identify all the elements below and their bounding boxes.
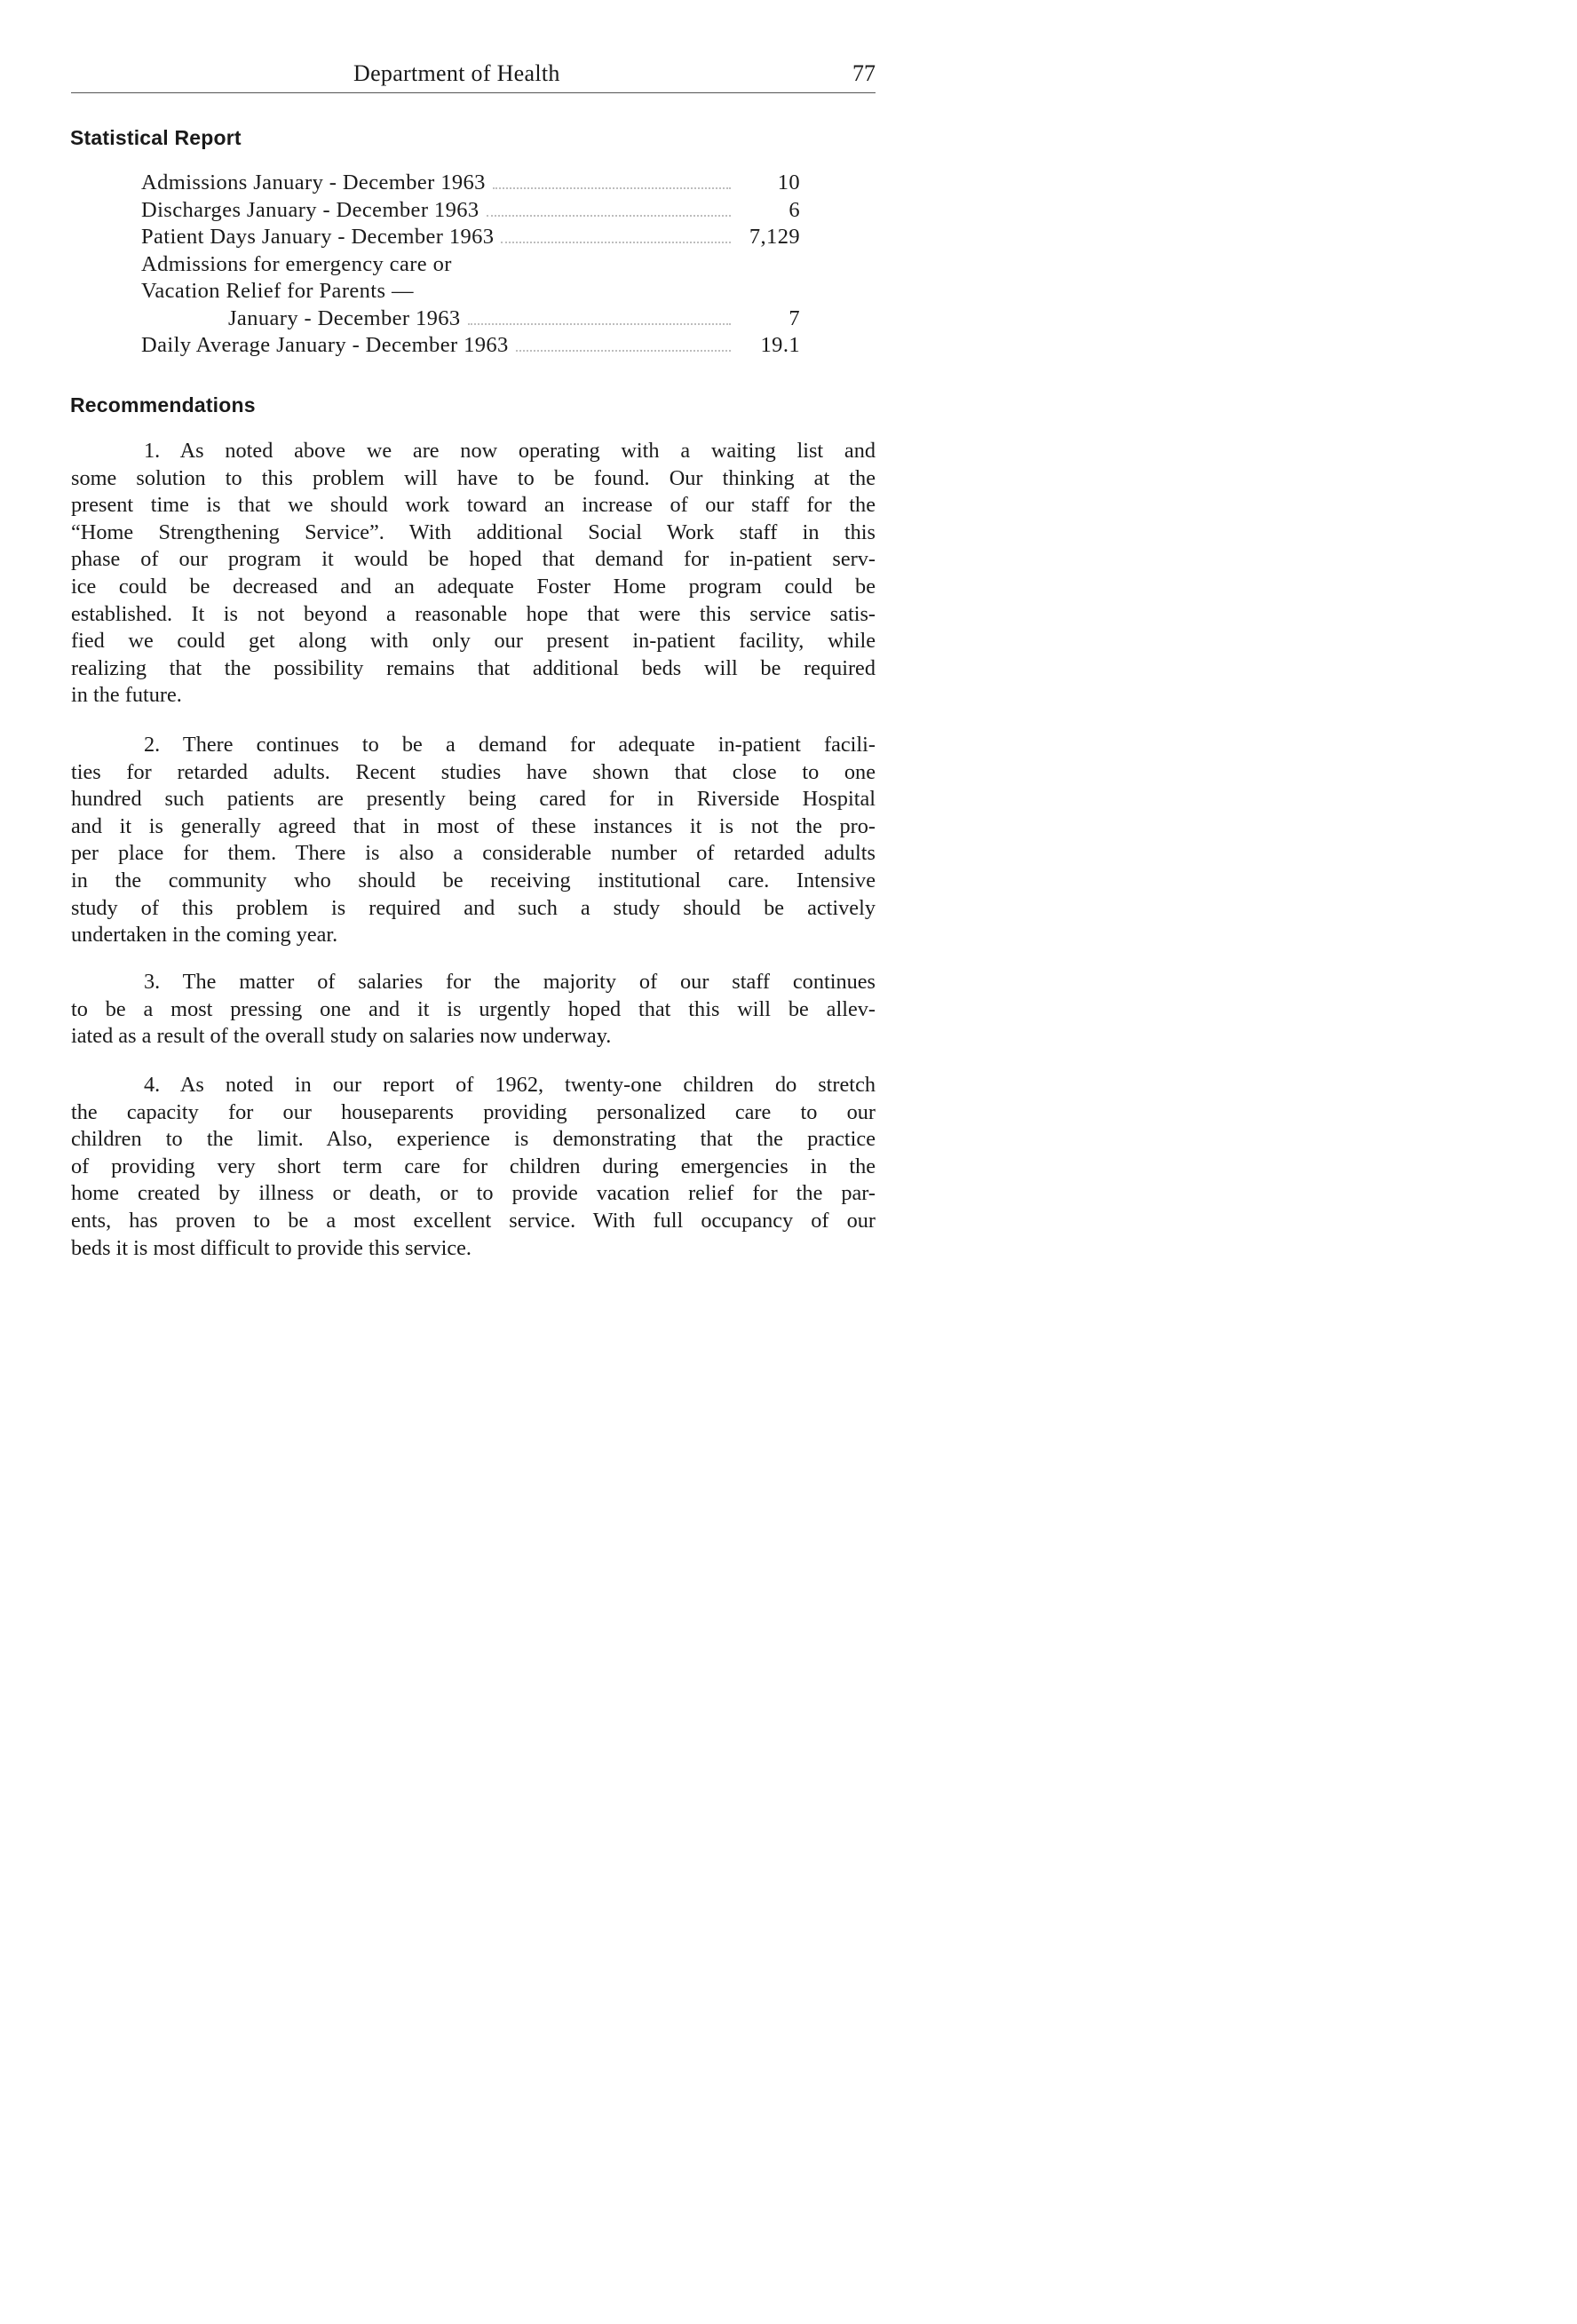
paragraph-line: realizing that the possibility remains that additional beds will be required	[71, 655, 876, 680]
paragraph-line: ice could be decreased and an adequate Foster Home program could be	[71, 574, 876, 599]
stat-label: January - December 1963	[228, 305, 461, 330]
stat-value: 6	[788, 197, 800, 222]
stat-label: Patient Days January - December 1963	[141, 225, 495, 249]
paragraph-line: “Home Strengthening Service”. With additional Social Work staff in this	[71, 520, 876, 544]
stat-row-discharges	[141, 198, 800, 226]
stat-row-patient-days	[141, 225, 800, 252]
page-number: 77	[852, 60, 876, 86]
stat-row-emergency-admissions-line1	[141, 252, 800, 280]
stat-label: Daily Average January - December 1963	[141, 333, 509, 357]
dot-leader	[516, 350, 731, 352]
paragraph-line: the capacity for our houseparents providing personalized care to our	[71, 1099, 876, 1124]
recommendation-1	[71, 438, 876, 710]
paragraph-line: children to the limit. Also, experience is demonstrating that the practice	[71, 1127, 876, 1152]
stat-row-daily-average	[141, 333, 800, 361]
statistical-report-heading: Statistical Report	[70, 126, 242, 149]
paragraph-line: 2. There continues to be a demand for adequate in-patient facili-	[144, 733, 876, 757]
running-title: Department of Health	[353, 60, 560, 86]
paragraph-line: 1. As noted above we are now operating with a waiting list and	[144, 439, 876, 463]
stat-value: 7	[788, 305, 800, 330]
paragraph-line: fied we could get along with only our present in-patient facility, while	[71, 629, 876, 654]
paragraph-line: iated as a result of the overall study on salaries now underway.	[71, 1024, 612, 1049]
paragraph-line: in the future.	[71, 683, 182, 708]
stat-label: Vacation Relief for Parents —	[141, 279, 414, 303]
paragraph-line: present time is that we should work toward an increase of our staff for the	[71, 493, 876, 518]
dot-leader	[468, 323, 731, 325]
paragraph-line: and it is generally agreed that in most of these instances it is not the pro-	[71, 813, 876, 838]
stat-value: 19.1	[760, 333, 800, 357]
paragraph-line: per place for them. There is also a considerable number of retarded adults	[71, 841, 876, 866]
stat-row-emergency-admissions-line2	[141, 279, 800, 306]
paragraph-line: undertaken in the coming year.	[71, 923, 338, 948]
paragraph-line: 4. As noted in our report of 1962, twenty-one children do stretch	[144, 1073, 876, 1097]
dot-leader	[493, 187, 731, 189]
paragraph-line: 3. The matter of salaries for the majority of our staff continues	[144, 970, 876, 994]
header-rule	[71, 92, 876, 93]
paragraph-line: ents, has proven to be a most excellent service. With full occupancy of our	[71, 1208, 876, 1233]
stat-label: Admissions for emergency care or	[141, 251, 452, 276]
paragraph-line: hundred such patients are presently being cared for in Riverside Hospital	[71, 787, 876, 812]
recommendation-2	[71, 732, 876, 949]
paragraph-line: to be a most pressing one and it is urgently hoped that this will be allev-	[71, 996, 876, 1021]
paragraph-line: beds it is most difficult to provide this service.	[71, 1235, 472, 1260]
stat-value: 10	[777, 171, 800, 194]
dot-leader	[501, 242, 731, 243]
dot-leader	[487, 215, 731, 217]
paragraph-line: study of this problem is required and such a study should be actively	[71, 895, 876, 920]
recommendation-4	[71, 1072, 876, 1262]
paragraph-line: in the community who should be receiving institutional care. Intensive	[71, 868, 876, 892]
statistics-table	[141, 171, 800, 361]
paragraph-line: established. It is not beyond a reasonable hope that were this service satis-	[71, 601, 876, 626]
stat-row-emergency-admissions-period	[141, 306, 800, 334]
paragraph-line: some solution to this problem will have to be found. Our thinking at the	[71, 465, 876, 490]
paragraph-line: home created by illness or death, or to provide vacation relief for the par-	[71, 1181, 876, 1206]
paragraph-line: phase of our program it would be hoped that demand for in-patient serv-	[71, 547, 876, 572]
recommendations-heading: Recommendations	[70, 393, 256, 416]
paragraph-line: ties for retarded adults. Recent studies have shown that close to one	[71, 759, 876, 784]
recommendation-3	[71, 969, 876, 1051]
stat-label: Discharges January - December 1963	[141, 197, 479, 222]
stat-label: Admissions January - December 1963	[141, 171, 486, 194]
stat-value: 7,129	[749, 225, 800, 249]
paragraph-line: of providing very short term care for children during emergencies in the	[71, 1154, 876, 1178]
running-head	[71, 60, 876, 91]
stat-row-admissions	[141, 171, 800, 198]
